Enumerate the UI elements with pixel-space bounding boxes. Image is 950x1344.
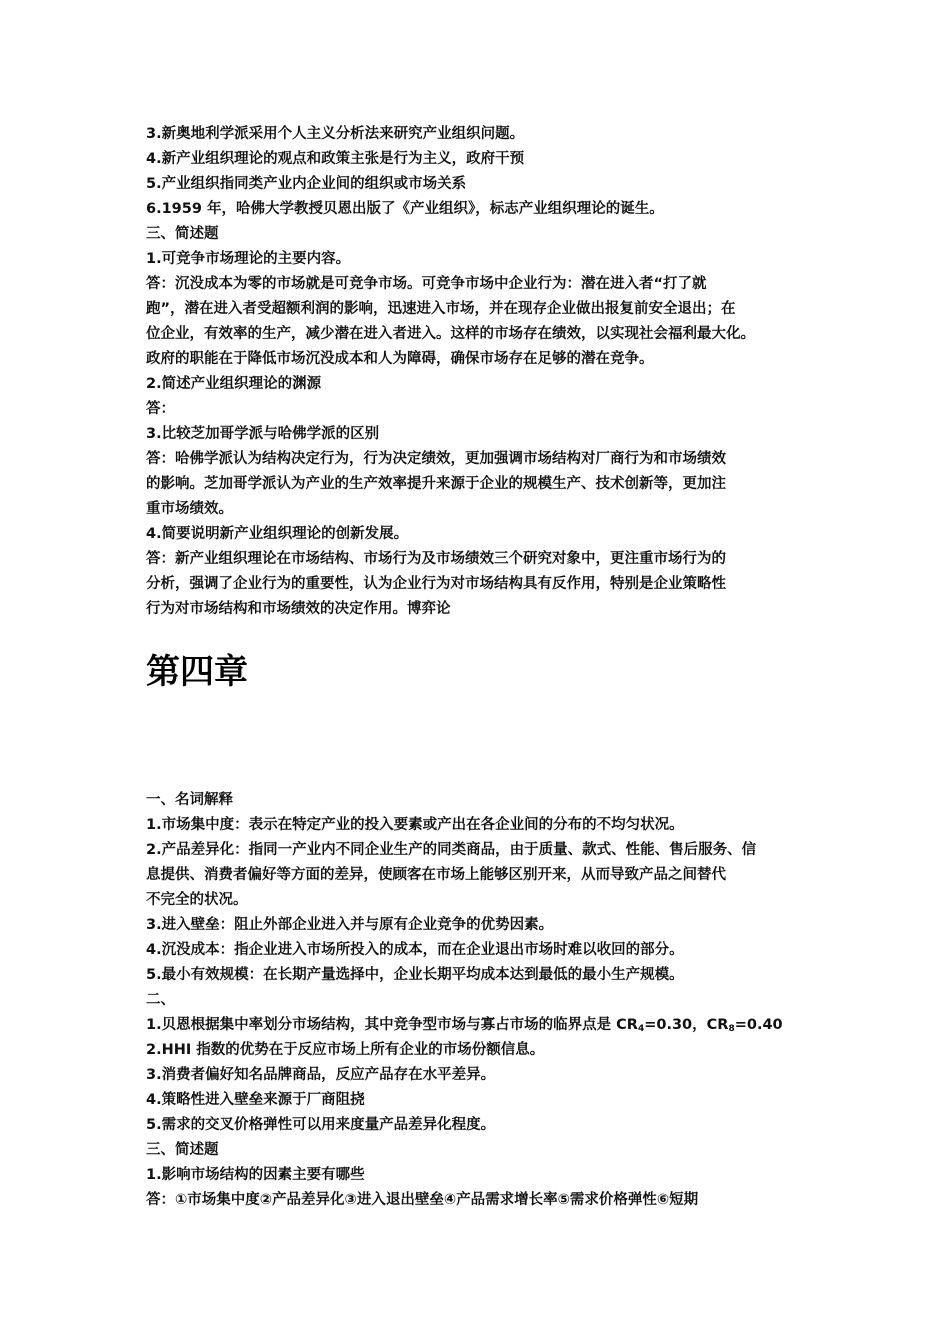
statement-line: 2.HHI 指数的优势在于反应市场上所有企业的市场份额信息。 (146, 1042, 545, 1058)
cr-line-mid: =0.30，CR (644, 1017, 729, 1033)
answer-line: 答：新产业组织理论在市场结构、市场行为及市场绩效三个研究对象中，更注重市场行为的 (146, 551, 726, 567)
cr-subscript: 4 (637, 1024, 645, 1034)
document-page (146, 122, 816, 1213)
answer-line: 重市场绩效。 (146, 501, 233, 517)
cr-subscript: 8 (728, 1024, 735, 1034)
cr-line (146, 1013, 816, 1038)
answer-line: 政府的职能在于降低市场沉没成本和人为障碍，确保市场存在足够的潜在竞争。 (146, 351, 654, 367)
answer-line: 位企业，有效率的生产，减少潜在进入者进入。这样的市场存在绩效，以实现社会福利最大化。 (146, 326, 755, 342)
question-line: 1.可竞争市场理论的主要内容。 (146, 251, 351, 267)
question-line: 4.简要说明新产业组织理论的创新发展。 (146, 526, 409, 542)
part1-lines (146, 122, 816, 622)
question-line: 3.比较芝加哥学派与哈佛学派的区别 (146, 426, 380, 442)
cr-line-prefix: 1.贝恩根据集中率划分市场结构，其中竞争型市场与寡占市场的临界点是 CR (146, 1017, 638, 1033)
text-line: 6.1959 年，哈佛大学教授贝恩出版了《产业组织》，标志产业组织理论的诞生。 (146, 201, 664, 217)
section-heading: 二、 (146, 992, 175, 1008)
definition-line: 5.最小有效规模：在长期产量选择中，企业长期平均成本达到最低的最小生产规模。 (146, 967, 684, 983)
definition-line: 息提供、消费者偏好等方面的差异，使顾客在市场上能够区别开来，从而导致产品之间替代 (146, 867, 726, 883)
text-line: 4.新产业组织理论的观点和政策主张是行为主义，政府干预 (146, 151, 525, 167)
statement-line: 3.消费者偏好知名品牌商品，反应产品存在水平差异。 (146, 1067, 496, 1083)
definition-line: 3.进入壁垒：阻止外部企业进入并与原有企业竞争的优势因素。 (146, 917, 554, 933)
definition-line: 4.沉没成本：指企业进入市场所投入的成本，而在企业退出市场时难以收回的部分。 (146, 942, 684, 958)
answer-line: 的影响。芝加哥学派认为产业的生产效率提升来源于企业的规模生产、技术创新等，更加注 (146, 476, 726, 492)
question-line: 2.简述产业组织理论的渊源 (146, 376, 322, 392)
definition-line: 2.产品差异化：指同一产业内不同企业生产的同类商品，由于质量、款式、性能、售后服务、信 (146, 842, 757, 858)
answer-line: 答：①市场集中度②产品差异化③进入退出壁垒④产品需求增长率⑤需求价格弹性⑥短期 (146, 1192, 699, 1208)
cr-line-suffix: =0.40 (734, 1017, 783, 1033)
answer-line: 分析，强调了企业行为的重要性，认为企业行为对市场结构具有反作用，特别是企业策略性 (146, 576, 726, 592)
answer-line: 答：沉没成本为零的市场就是可竞争市场。可竞争市场中企业行为：潜在进入者“打了就 (146, 276, 707, 292)
text-line: 3.新奥地利学派采用个人主义分析法来研究产业组织问题。 (146, 126, 525, 142)
chapter-title: 第四章 (146, 652, 248, 692)
statement-line: 4.策略性进入壁垒来源于厂商阻挠 (146, 1092, 365, 1108)
part2-lines (146, 788, 816, 1213)
section-heading: 三、简述题 (146, 226, 219, 242)
answer-line: 跑”，潜在进入者受超额利润的影响，迅速进入市场，并在现存企业做出报复前安全退出；在 (146, 301, 736, 317)
answer-line: 答：哈佛学派认为结构决定行为，行为决定绩效，更加强调市场结构对厂商行为和市场绩效 (146, 451, 726, 467)
answer-line: 行为对市场结构和市场绩效的决定作用。博弈论 (146, 601, 451, 617)
definition-line: 1.市场集中度：表示在特定产业的投入要素或产出在各企业间的分布的不均匀状况。 (146, 817, 684, 833)
section-heading: 一、名词解释 (146, 792, 233, 808)
answer-line: 答： (146, 401, 175, 417)
question-line: 1.影响市场结构的因素主要有哪些 (146, 1167, 365, 1183)
section-heading: 三、简述题 (146, 1142, 219, 1158)
statement-line: 5.需求的交叉价格弹性可以用来度量产品差异化程度。 (146, 1117, 496, 1133)
definition-line: 不完全的状况。 (146, 892, 248, 908)
text-line: 5.产业组织指同类产业内企业间的组织或市场关系 (146, 176, 467, 192)
